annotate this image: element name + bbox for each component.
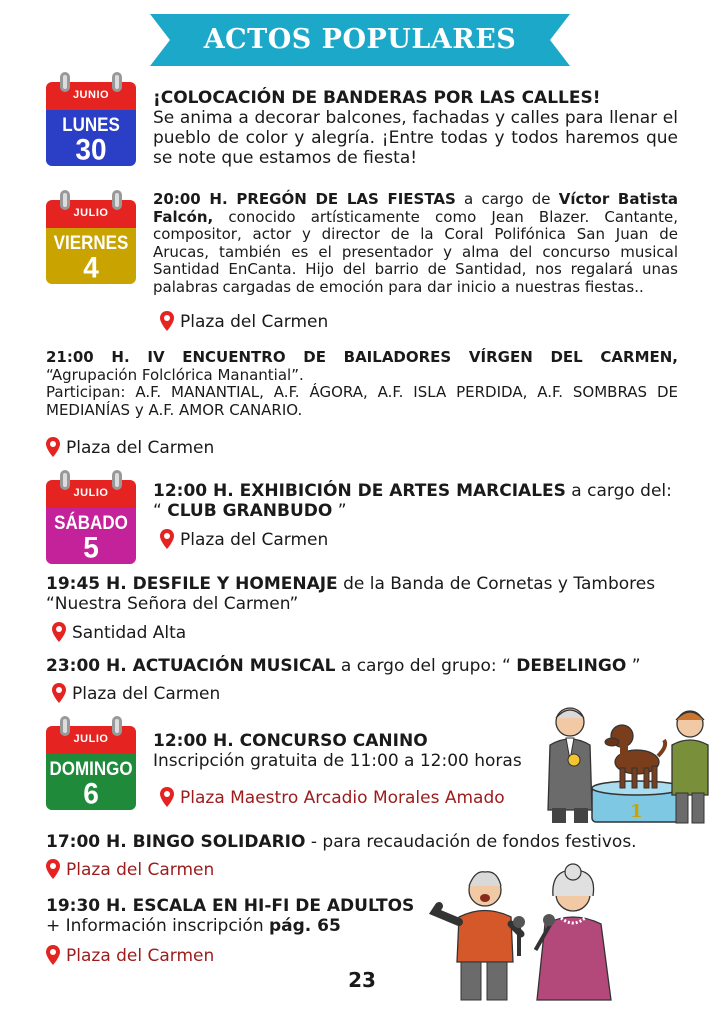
event-description: Inscripción gratuita de 11:00 a 12:00 horas (153, 751, 522, 771)
event-title: 12:00 H. CONCURSO CANINO (153, 731, 428, 751)
quote-close: ” (626, 656, 641, 676)
event-title: 12:00 H. EXHIBICIÓN DE ARTES MARCIALES (153, 481, 566, 501)
calendar-day: VIERNES (53, 231, 129, 254)
event-title: ¡COLOCACIÓN DE BANDERAS POR LAS CALLES! (153, 88, 601, 108)
calendar-number: 5 (83, 531, 99, 564)
event-hifi (46, 896, 446, 936)
event-place: Plaza del Carmen (180, 312, 329, 332)
event-title: 21:00 H. IV ENCUENTRO DE BAILADORES VÍRGEN DEL CARMEN, (46, 348, 678, 366)
event-participants: Participan: A.F. MANANTIAL, A.F. ÁGORA, A.F. ISLA PERDIDA, A.F. SOMBRAS DE MEDIANÍAS y A.F. AMOR CANARIO. (46, 383, 678, 419)
calendar-month: JULIO (73, 733, 109, 745)
page-number: 23 (348, 968, 376, 992)
calendar-number: 4 (83, 251, 99, 284)
event-place: Santidad Alta (72, 623, 187, 643)
event-title: 19:45 H. DESFILE Y HOMENAJE (46, 574, 338, 594)
event-canino (153, 731, 553, 771)
location-pin-icon (46, 437, 60, 457)
podium-number: 1 (630, 801, 643, 822)
event-club: CLUB GRANBUDO (167, 501, 333, 521)
event-place: Plaza del Carmen (66, 860, 215, 880)
calendar-day: SÁBADO (54, 511, 128, 534)
event-description: Se anima a decorar balcones, fachadas y calles para llenar el pueblo de color y alegría. ¡Entre todas y todos haremos que se note que estamos de fiesta! (153, 108, 678, 168)
event-title: 20:00 H. PREGÓN DE LAS FIESTAS (153, 190, 456, 208)
event-text: de la Banda de Cornetas y Tambores “Nuestra Señora del Carmen” (46, 574, 656, 614)
calendar-number: 6 (83, 777, 99, 810)
calendar-month: JULIO (73, 207, 109, 219)
page-title: ACTOS POPULARES (203, 24, 517, 55)
event-actuacion (46, 656, 686, 676)
event-artes (153, 481, 678, 521)
event-text: a cargo del: (565, 481, 672, 501)
calendar-lunes-30 (46, 72, 136, 166)
location-pin-icon (46, 945, 60, 965)
event-text: a cargo del grupo: “ (335, 656, 517, 676)
event-place: Plaza del Carmen (66, 438, 215, 458)
calendar-domingo-6 (46, 716, 136, 810)
event-description: conocido artísticamente como Jean Blazer. Cantante, compositor, actor y director de la Coral Polifónica San Juan de Arucas, también es el presentador y alma del concurso musical Santidad EnCanta. Hijo del barrio de Santidad, nos regalará unas palabras cargadas de emoción para dar inicio a nuestras fiestas.. (153, 207, 678, 296)
event-text: a cargo de (455, 190, 559, 208)
calendar-month: JUNIO (72, 89, 110, 101)
event-title: 23:00 H. ACTUACIÓN MUSICAL (46, 656, 336, 676)
event-place: Plaza del Carmen (66, 946, 215, 966)
event-place: Plaza del Carmen (72, 684, 221, 704)
event-text: - para recaudación de fondos festivos. (305, 832, 637, 852)
title-banner (150, 14, 570, 66)
location-pin-icon (160, 311, 174, 331)
event-group: “Agrupación Folclórica Manantial”. (46, 365, 304, 384)
location-pin-icon (160, 787, 174, 807)
event-place: Plaza del Carmen (180, 530, 329, 550)
calendar-month: JULIO (73, 487, 109, 499)
event-desfile (46, 574, 686, 614)
event-bingo (46, 832, 686, 852)
calendar-number: 30 (75, 133, 107, 166)
event-text: + Información inscripción (46, 916, 269, 936)
event-title: 19:30 H. ESCALA EN HI-FI DE ADULTOS (46, 896, 415, 916)
page-reference: pág. 65 (269, 916, 341, 936)
event-presenter: Víctor Batista Falcón, (153, 190, 679, 226)
location-pin-icon (52, 683, 66, 703)
event-bailadores (46, 349, 678, 419)
location-pin-icon (160, 529, 174, 549)
calendar-viernes-4 (46, 190, 136, 284)
calendar-day: DOMINGO (49, 757, 133, 780)
calendar-sabado-5 (46, 470, 136, 564)
location-pin-icon (52, 622, 66, 642)
quote-open: “ (153, 501, 168, 521)
quote-close: ” (332, 501, 347, 521)
event-title: 17:00 H. BINGO SOLIDARIO (46, 832, 306, 852)
location-pin-icon (46, 859, 60, 879)
event-place: Plaza Maestro Arcadio Morales Amado (180, 788, 505, 808)
event-group: DEBELINGO (516, 656, 627, 676)
event-banderas (153, 88, 678, 168)
event-pregon (153, 191, 678, 296)
dog-show-illustration (540, 700, 718, 825)
calendar-day: LUNES (62, 113, 120, 136)
